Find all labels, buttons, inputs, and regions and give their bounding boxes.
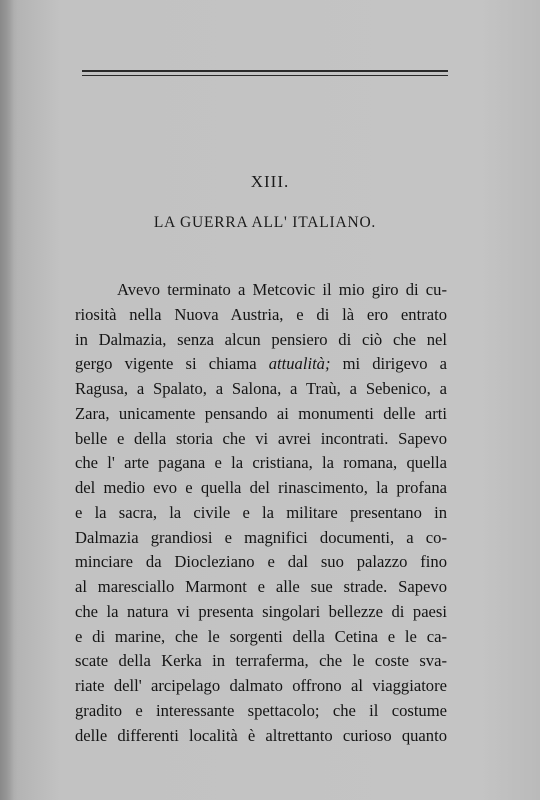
text-line: che l' arte pagana e la cristiana, la romana, quella [75, 453, 447, 473]
text-segment: mi dirigevo a [342, 354, 447, 374]
text-line: e di marine, che le sorgenti della Cetina e le ca- [75, 626, 447, 646]
text-line: che la natura vi presenta singolari bellezze di paesi [75, 601, 447, 621]
text-line: riosità nella Nuova Austria, e di là ero entrato [75, 304, 447, 324]
chapter-title: LA GUERRA ALL' ITALIANO. [153, 214, 377, 231]
text-line: gradito e interessante spettacolo; che il costume [75, 700, 447, 720]
text-line: al maresciallo Marmont e alle sue strade. Sapevo [75, 577, 447, 596]
chapter-number: XIII. [250, 172, 290, 191]
text-line: minciare da Diocleziano e dal suo palazzo fino [75, 552, 447, 572]
page-gutter-shadow [0, 0, 14, 800]
header-rule-thin [82, 75, 448, 76]
header-rule-thick [82, 70, 448, 72]
text-line: belle e della storia che vi avrei incontrati. Sapevo [75, 428, 447, 448]
text-line: scate della Kerka in terraferma, che le coste sva- [75, 651, 447, 671]
text-line: del medio evo e quella del rinascimento, la profana [75, 478, 447, 497]
text-line: Dalmazia grandiosi e magnifici documenti, a co- [75, 527, 447, 547]
text-line: delle differenti località è altrettanto curioso quanto [75, 725, 447, 745]
text-line: Avevo terminato a Metcovic il mio giro di cu- [117, 280, 447, 299]
text-line: in Dalmazia, senza alcun pensiero di ciò che nel [75, 329, 447, 349]
text-line: e la sacra, la civile e la militare presentano in [75, 502, 447, 522]
text-line [75, 352, 447, 377]
text-line: Zara, unicamente pensando ai monumenti delle arti [75, 403, 447, 423]
chapter-body-text [75, 278, 447, 748]
text-line: Ragusa, a Spalato, a Salona, a Traù, a Sebenico, a [75, 379, 447, 398]
text-line: riate dell' arcipelago dalmato offrono al viaggiatore [75, 676, 447, 695]
italic-word: attualità; [268, 354, 331, 374]
text-segment: gergo vigente si chiama [75, 354, 257, 374]
